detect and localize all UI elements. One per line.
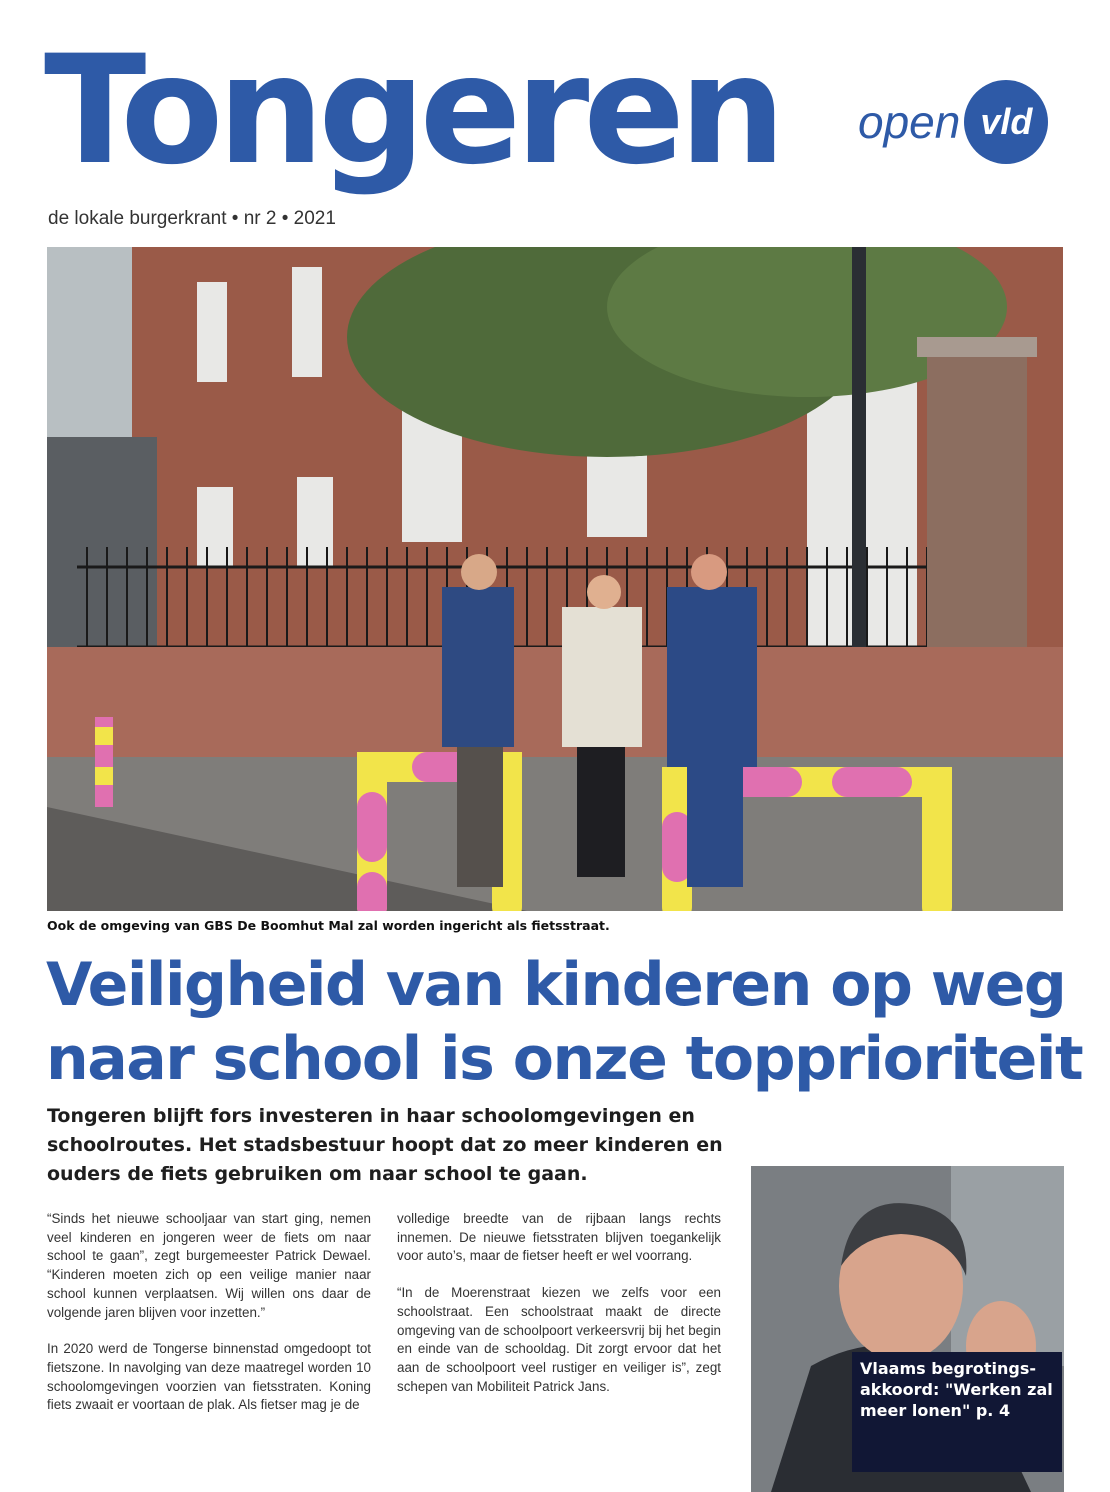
article-headline [46, 948, 1083, 1096]
paragraph: “Sinds het nieuwe schooljaar van start ging, nemen veel kinderen en jongeren weer de fiets om naar school te gaan”, zegt burgemeester Patrick Dewael. “Kinderen moeten zich op een veilige manier naar school kunnen verplaatsen. Wij willen ons daar de volgende jaren blijven voor inzetten.” [47, 1211, 371, 1320]
logo-open-text: open [858, 96, 961, 148]
open-vld-logo [858, 80, 1048, 164]
paragraph: In 2020 werd de Tongerse binnenstad omgedoopt tot fietszone. In navolging van deze maatregel worden 10 schoolomgevingen voorzien van fietsstraten. Koning fiets zwaait er voortaan de plak. Als fietser mag je de [47, 1341, 371, 1413]
sidebox-teaser: Vlaams begrotings-akkoord: "Werken zal meer lonen" p. 4 [852, 1352, 1062, 1472]
article-column-2 [397, 1210, 721, 1414]
headline-line-1: Veiligheid van kinderen op weg [46, 950, 1066, 1020]
paragraph: volledige breedte van de rijbaan langs rechts innemen. De nieuwe fietsstraten blijven toegankelijk voor auto’s, maar de fietser heeft er wel voorrang. [397, 1211, 721, 1264]
hero-photo [47, 247, 1063, 911]
logo-vld-circle: vld [964, 80, 1048, 164]
hero-photo-illustration [47, 247, 1063, 911]
hero-caption: Ook de omgeving van GBS De Boomhut Mal zal worden ingericht als fietsstraat. [47, 918, 610, 933]
article-column-1 [47, 1210, 371, 1433]
tagline: de lokale burgerkrant • nr 2 • 2021 [48, 208, 336, 229]
headline-line-2: naar school is onze topprioriteit [46, 1024, 1083, 1094]
masthead-title: Tongeren [44, 24, 780, 198]
article-lead: Tongeren blijft fors investeren in haar schoolomgevingen en schoolroutes. Het stadsbestuur hoopt dat zo meer kinderen en ouders de fiets gebruiken om naar school te gaan. [47, 1105, 723, 1185]
paragraph: “In de Moerenstraat kiezen we zelfs voor een schoolstraat. Een schoolstraat maakt de directe omgeving van de schoolpoort verkeersvrij bij het begin en einde van de schooldag. Dit zorgt ervoor dat het aan de schoolpoort veel rustiger en veiliger is”, zegt schepen van Mobiliteit Patrick Jans. [397, 1285, 721, 1394]
